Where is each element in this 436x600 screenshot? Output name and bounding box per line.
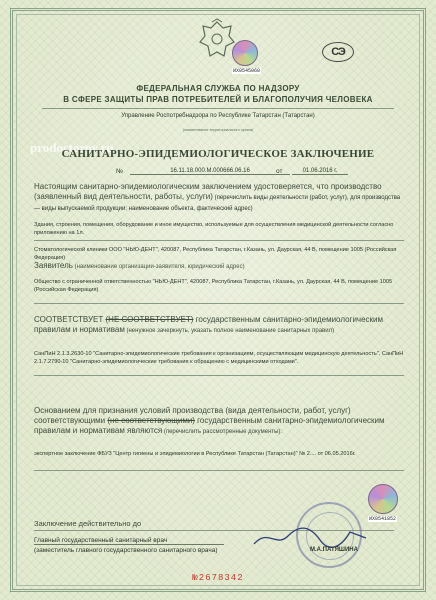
intro-text: Настоящим санитарно-эпидемиологическим заключением удостоверяется, что производство (заявленный вид деятельности, работы, услуги) — [34, 182, 382, 201]
conformity-hint: (ненужное зачеркнуть, указать полное наименование санитарных правил) — [124, 328, 335, 334]
basis-paragraph — [34, 406, 404, 437]
date-label: от — [276, 168, 283, 175]
basis-hint: (перечислить рассмотренные документы): — [162, 429, 283, 435]
document-number: 16.11.18.000.М.000666.06.16 — [130, 168, 290, 175]
applicant-rule — [34, 303, 404, 304]
signer-deputy: (заместитель главного государственного санитарного врача) — [34, 547, 218, 554]
object-rule — [34, 240, 404, 241]
conformity-rest: государственным санитарно-эпидемиологическим правилам и нормативам — [34, 315, 383, 334]
clinic-description: Стоматологической клиники ООО "НЬЮ-ДЕНТ", 420087, Республика Татарстан, г.Казань, ул. Даурская, 44 В, помещение 1005 (Российская Федерация) — [34, 247, 397, 261]
administration-name: Управление Роспотребнадзора по Республике Татарстан (Татарстан) — [121, 113, 315, 119]
watermark: prodoctorov.ru — [30, 140, 114, 155]
sanpin-requirements: СанПиН 2.1.3.2630-10 "Санитарно-эпидемиологические требования к организациям, осуществляющим медицинскую деятельность", СанПиН 2.1.7.2790-10 "Санитарно-эпидемиологические требования к обращению с медицинскими отходами". — [34, 351, 404, 365]
intro-hint: (перечислить виды деятельности (работ, услуг), для производства — виды выпускаемой продукции; наименование объекта, фактический адрес) — [34, 195, 401, 212]
expert-conclusion: экспертное заключение ФБУЗ "Центр гигиены и эпидемиологии в Республике Татарстан (Татарстан)" № 2.... от 06.05.2016г. — [34, 451, 356, 457]
agency-line-1: ФЕДЕРАЛЬНАЯ СЛУЖБА ПО НАДЗОРУ — [136, 84, 300, 93]
applicant-caption: (наименование организации-заявителя, юридический адрес) — [72, 264, 245, 270]
conformity-mark-icon: СЭ — [322, 42, 354, 62]
agency-line-2: В СФЕРЕ ЗАЩИТЫ ПРАВ ПОТРЕБИТЕЛЕЙ И БЛАГОПОЛУЧИЯ ЧЕЛОВЕКА — [63, 95, 373, 104]
applicant-caption-line — [34, 262, 404, 271]
intro-paragraph — [34, 182, 404, 213]
hologram-sticker-top — [232, 40, 258, 66]
hologram-top-code: ИХ0545060 — [233, 68, 261, 74]
signer-name: М.А.ПАТЯШИНА — [310, 547, 358, 553]
applicant-label: Заявитель — [34, 261, 73, 270]
sanpin-rule — [34, 375, 404, 376]
document-date: 01.06.2016 г. — [292, 168, 348, 175]
validity-label: Заключение действительно до — [34, 519, 142, 528]
object-description: Здания, строения, помещения, оборудование и иное имущество, используемые для осуществления медицинской деятельности согласно приложению на 1л. — [34, 222, 394, 236]
applicant-description: Общество с ограниченной ответственностью "НЬЮ-ДЕНТ", 420087, Республика Татарстан, г.Казань, ул. Даурская, 44 В, помещение 1005 (Российская Федерация) — [34, 279, 393, 293]
serial-number: №2678342 — [192, 573, 244, 583]
conformity-paragraph — [34, 315, 404, 336]
administration-caption: (наименование территориального органа) — [182, 128, 254, 132]
document-title: САНИТАРНО-ЭПИДЕМИОЛОГИЧЕСКОЕ ЗАКЛЮЧЕНИЕ — [61, 148, 375, 160]
expert-rule — [34, 470, 404, 471]
basis-struck: (не соответствующими) — [107, 416, 195, 425]
hologram-sticker-bottom — [368, 484, 398, 514]
conformity-lead: СООТВЕТСТВУЕТ — [34, 315, 106, 324]
basis-lead: Основанием для признания условий производства (вида деятельности, работ, услуг) соответствующими — [34, 406, 351, 425]
number-label: № — [116, 168, 123, 175]
conformity-struck: (НЕ СООТВЕТСТВУЕТ) — [105, 315, 194, 324]
header-rule — [42, 108, 394, 109]
signer-title: Главный государственный санитарный врач — [34, 537, 224, 545]
hologram-bottom-code: ИХ0541852 — [369, 516, 397, 522]
basis-rest: государственным санитарно-эпидемиологическим правилам и нормативам являются — [34, 416, 385, 435]
